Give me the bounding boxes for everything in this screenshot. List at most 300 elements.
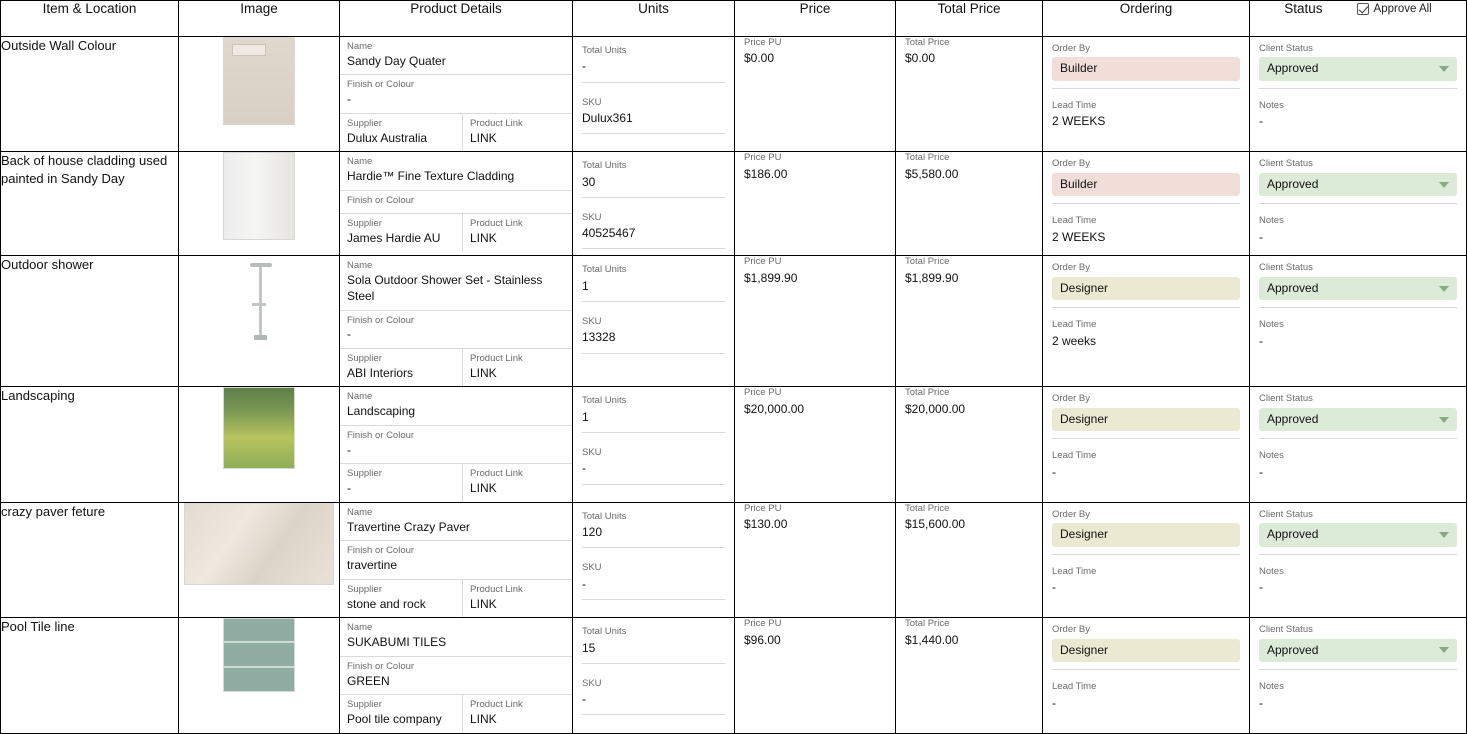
field-notes-label: Notes bbox=[1259, 450, 1284, 462]
item-location-text: crazy paver feture bbox=[1, 503, 106, 519]
table-row bbox=[1, 502, 1467, 617]
field-lead-time-value: - bbox=[1052, 695, 1056, 710]
field-total-units-value: 120 bbox=[582, 525, 603, 540]
field-product-link-label: Product Link bbox=[470, 583, 523, 595]
table-row bbox=[1, 37, 1467, 152]
field-supplier-label: Supplier bbox=[347, 699, 382, 711]
field-name-label: Name bbox=[347, 506, 373, 518]
field-total-units-value: 30 bbox=[582, 174, 596, 189]
client-status-select[interactable] bbox=[1259, 408, 1457, 432]
field-total-units-value: 1 bbox=[582, 278, 589, 293]
cell-image[interactable] bbox=[179, 37, 340, 152]
field-order-by-label: Order By bbox=[1052, 393, 1091, 405]
field-sku-label: SKU bbox=[582, 677, 602, 689]
field-finish-label: Finish or Colour bbox=[347, 429, 415, 441]
cell-product-details bbox=[340, 618, 573, 733]
field-total-price-label: Total Price bbox=[905, 502, 950, 514]
field-total-units-value: 1 bbox=[582, 409, 589, 424]
product-thumbnail[interactable] bbox=[223, 112, 295, 129]
cell-ordering bbox=[1043, 152, 1250, 256]
field-finish-label: Finish or Colour bbox=[347, 194, 415, 206]
field-notes[interactable] bbox=[1259, 319, 1457, 349]
field-notes-label: Notes bbox=[1259, 99, 1284, 111]
field-name[interactable] bbox=[340, 152, 572, 190]
field-sku[interactable] bbox=[582, 97, 725, 135]
field-name-value: Sandy Day Quater bbox=[347, 53, 446, 68]
field-sku-value: - bbox=[582, 461, 586, 476]
field-supplier-value: - bbox=[347, 481, 351, 496]
cell-units bbox=[573, 256, 735, 387]
field-sku-label: SKU bbox=[582, 447, 602, 458]
field-notes-label: Notes bbox=[1259, 215, 1284, 227]
field-client-status[interactable] bbox=[1259, 158, 1457, 204]
field-client-status-label: Client Status bbox=[1259, 43, 1313, 54]
client-status-select[interactable] bbox=[1259, 639, 1457, 663]
column-header-status bbox=[1250, 1, 1467, 37]
field-name-value: SUKABUMI TILES bbox=[347, 635, 447, 650]
cell-units bbox=[573, 387, 735, 502]
item-location-text: Back of house cladding used painted in Sandy Day bbox=[1, 153, 168, 186]
field-sku-value: - bbox=[582, 692, 586, 707]
item-location-text: Outdoor shower bbox=[1, 257, 94, 273]
field-sku[interactable] bbox=[582, 562, 725, 600]
table-row bbox=[1, 256, 1467, 387]
field-finish[interactable] bbox=[340, 541, 572, 579]
cell-status bbox=[1250, 256, 1467, 387]
client-status-select[interactable] bbox=[1259, 57, 1457, 81]
field-product-link-value[interactable]: LINK bbox=[470, 712, 497, 727]
field-notes[interactable] bbox=[1259, 100, 1457, 130]
field-supplier-value: James Hardie AU bbox=[347, 230, 441, 245]
field-supplier-link-row bbox=[340, 695, 572, 732]
cell-item-location[interactable] bbox=[1, 387, 179, 502]
cell-status bbox=[1250, 152, 1467, 256]
field-notes-label: Notes bbox=[1259, 319, 1284, 331]
field-order-by[interactable] bbox=[1052, 43, 1240, 89]
field-product-link[interactable] bbox=[462, 214, 572, 251]
chevron-down-icon[interactable] bbox=[1439, 532, 1449, 538]
cell-total-price[interactable] bbox=[896, 618, 1043, 733]
approve-all-label: Approve All bbox=[1373, 2, 1432, 15]
cell-ordering bbox=[1043, 618, 1250, 733]
column-header-total-price[interactable]: Total Price bbox=[896, 1, 1043, 37]
cell-image[interactable] bbox=[179, 618, 340, 733]
client-status-value: Approved bbox=[1267, 411, 1319, 426]
cell-product-details bbox=[340, 152, 573, 256]
field-sku[interactable] bbox=[582, 212, 725, 250]
cell-ordering bbox=[1043, 387, 1250, 502]
cell-price[interactable] bbox=[735, 387, 896, 502]
field-supplier-value: Pool tile company bbox=[347, 712, 442, 727]
cell-price[interactable] bbox=[735, 618, 896, 733]
chevron-down-icon[interactable] bbox=[1439, 417, 1449, 423]
field-name[interactable] bbox=[340, 618, 572, 656]
field-supplier-link-row bbox=[340, 114, 572, 151]
cell-price[interactable] bbox=[735, 152, 896, 256]
field-sku-label: SKU bbox=[582, 562, 602, 574]
table-row bbox=[1, 152, 1467, 256]
table-row bbox=[1, 618, 1467, 733]
field-price-pu-value: $186.00 bbox=[744, 166, 788, 181]
field-product-link[interactable] bbox=[462, 349, 572, 386]
client-status-select[interactable] bbox=[1259, 173, 1457, 197]
field-name-label: Name bbox=[347, 622, 373, 634]
field-notes[interactable] bbox=[1259, 450, 1457, 480]
field-lead-time-label: Lead Time bbox=[1052, 215, 1097, 227]
field-supplier-label: Supplier bbox=[347, 117, 382, 129]
field-total-units-label: Total Units bbox=[582, 626, 627, 638]
cell-ordering bbox=[1043, 256, 1250, 387]
field-total-price-value: $15,600.00 bbox=[905, 517, 966, 532]
column-header-item-location[interactable]: Item & Location bbox=[1, 1, 179, 37]
field-name[interactable] bbox=[340, 503, 572, 541]
field-lead-time[interactable] bbox=[1052, 319, 1240, 349]
cell-product-details bbox=[340, 502, 573, 617]
chevron-down-icon[interactable] bbox=[1439, 66, 1449, 72]
field-price-pu-value: $96.00 bbox=[744, 632, 781, 647]
field-lead-time[interactable] bbox=[1052, 100, 1240, 130]
field-sku[interactable] bbox=[582, 678, 725, 716]
product-thumbnail[interactable] bbox=[223, 456, 295, 473]
cell-item-location[interactable] bbox=[1, 152, 179, 256]
field-supplier-link-row bbox=[340, 464, 572, 501]
table-header-row bbox=[1, 1, 1467, 37]
cell-units bbox=[573, 502, 735, 617]
field-supplier-link-row bbox=[340, 214, 572, 251]
field-supplier-label: Supplier bbox=[347, 217, 382, 229]
field-supplier-value: stone and rock bbox=[347, 596, 426, 611]
field-client-status[interactable] bbox=[1259, 262, 1457, 308]
cell-units bbox=[573, 152, 735, 256]
order-by-pill[interactable]: Builder bbox=[1052, 57, 1240, 81]
field-lead-time-label: Lead Time bbox=[1052, 565, 1097, 577]
cell-price[interactable] bbox=[735, 37, 896, 152]
field-notes-value: - bbox=[1259, 229, 1263, 244]
field-finish-label: Finish or Colour bbox=[347, 314, 415, 326]
field-supplier[interactable] bbox=[340, 695, 462, 732]
field-client-status-label: Client Status bbox=[1259, 624, 1313, 636]
field-finish-value: travertine bbox=[347, 558, 398, 573]
field-client-status[interactable] bbox=[1259, 393, 1457, 439]
field-supplier[interactable] bbox=[340, 114, 462, 151]
field-lead-time-value: 2 WEEKS bbox=[1052, 114, 1106, 129]
field-product-link-label: Product Link bbox=[470, 353, 523, 364]
field-price-pu-label: Price PU bbox=[744, 618, 782, 630]
column-header-status-label: Status bbox=[1284, 1, 1323, 16]
field-sku-value: 13328 bbox=[582, 330, 616, 345]
field-supplier[interactable] bbox=[340, 214, 462, 251]
field-sku[interactable] bbox=[582, 447, 725, 485]
field-price-pu-label: Price PU bbox=[744, 37, 782, 48]
cell-price[interactable] bbox=[735, 256, 896, 387]
field-order-by-label: Order By bbox=[1052, 43, 1091, 54]
field-price-pu-label: Price PU bbox=[744, 502, 782, 514]
column-header-units[interactable]: Units bbox=[573, 1, 735, 37]
field-total-units-value: 15 bbox=[582, 640, 596, 655]
cell-price[interactable] bbox=[735, 502, 896, 617]
cell-item-location[interactable] bbox=[1, 502, 179, 617]
item-location-text: Pool Tile line bbox=[1, 619, 75, 635]
field-lead-time-label: Lead Time bbox=[1052, 681, 1097, 693]
field-product-link[interactable] bbox=[462, 695, 572, 732]
field-name-value: Hardie™ Fine Texture Cladding bbox=[347, 169, 515, 184]
field-finish[interactable] bbox=[340, 75, 572, 113]
field-sku-value: - bbox=[582, 576, 586, 591]
field-product-link-value[interactable]: LINK bbox=[470, 130, 497, 145]
field-sku-label: SKU bbox=[582, 96, 602, 108]
field-notes[interactable] bbox=[1259, 566, 1457, 596]
field-lead-time-value: - bbox=[1052, 464, 1056, 479]
chevron-down-icon[interactable] bbox=[1439, 182, 1449, 188]
field-product-link-label: Product Link bbox=[470, 117, 523, 129]
field-name-label: Name bbox=[347, 391, 373, 403]
field-client-status-label: Client Status bbox=[1259, 508, 1313, 520]
field-product-link-value[interactable]: LINK bbox=[470, 596, 497, 611]
field-finish-label: Finish or Colour bbox=[347, 545, 415, 557]
field-finish[interactable] bbox=[340, 311, 572, 349]
chevron-down-icon[interactable] bbox=[1439, 647, 1449, 653]
field-price-pu-value: $1,899.90 bbox=[744, 270, 798, 285]
field-supplier-label: Supplier bbox=[347, 583, 382, 595]
field-name[interactable] bbox=[340, 256, 572, 310]
product-thumbnail[interactable] bbox=[184, 572, 334, 589]
field-total-units[interactable] bbox=[582, 45, 725, 83]
field-finish-value: GREEN bbox=[347, 673, 390, 688]
field-product-link-value[interactable]: LINK bbox=[470, 230, 497, 245]
field-lead-time[interactable] bbox=[1052, 566, 1240, 596]
item-location-text: Outside Wall Colour bbox=[1, 38, 117, 53]
field-sku-value: 40525467 bbox=[582, 226, 636, 241]
field-client-status[interactable] bbox=[1259, 43, 1457, 89]
chevron-down-icon[interactable] bbox=[1439, 286, 1449, 292]
field-notes-label: Notes bbox=[1259, 565, 1284, 577]
field-total-units-label: Total Units bbox=[582, 510, 627, 522]
table-row bbox=[1, 387, 1467, 502]
product-thumbnail[interactable] bbox=[223, 679, 295, 696]
field-total-units-label: Total Units bbox=[582, 45, 627, 56]
client-status-value: Approved bbox=[1267, 642, 1319, 657]
field-total-units-label: Total Units bbox=[582, 160, 627, 172]
field-notes-value: - bbox=[1259, 114, 1263, 129]
client-status-value: Approved bbox=[1267, 280, 1319, 295]
field-client-status[interactable] bbox=[1259, 624, 1457, 670]
field-total-price-label: Total Price bbox=[905, 387, 950, 399]
cell-status bbox=[1250, 37, 1467, 152]
field-lead-time-value: 2 WEEKS bbox=[1052, 229, 1106, 244]
field-lead-time[interactable] bbox=[1052, 681, 1240, 711]
field-total-units[interactable] bbox=[582, 511, 725, 549]
field-lead-time[interactable] bbox=[1052, 215, 1240, 245]
field-finish-label: Finish or Colour bbox=[347, 660, 415, 672]
field-supplier-label: Supplier bbox=[347, 353, 382, 364]
field-notes-value: - bbox=[1259, 695, 1263, 710]
field-price-pu-value: $20,000.00 bbox=[744, 401, 805, 416]
field-supplier-label: Supplier bbox=[347, 468, 382, 480]
approve-all-control[interactable] bbox=[1357, 3, 1432, 15]
item-location-text: Landscaping bbox=[1, 388, 75, 404]
field-sku-value: Dulux361 bbox=[582, 110, 633, 125]
field-notes-value: - bbox=[1259, 464, 1263, 479]
field-price-pu-value: $0.00 bbox=[744, 51, 775, 66]
column-header-product-details[interactable]: Product Details bbox=[340, 1, 573, 37]
field-supplier[interactable] bbox=[340, 349, 462, 386]
product-thumbnail[interactable] bbox=[223, 331, 295, 348]
field-supplier[interactable] bbox=[340, 580, 462, 617]
product-thumbnail[interactable] bbox=[223, 227, 295, 244]
field-total-price-value: $1,899.90 bbox=[905, 270, 959, 285]
column-header-ordering[interactable]: Ordering bbox=[1043, 1, 1250, 37]
cell-ordering bbox=[1043, 37, 1250, 152]
field-finish-value: - bbox=[347, 327, 351, 342]
client-status-value: Approved bbox=[1267, 176, 1319, 191]
cell-status bbox=[1250, 618, 1467, 733]
field-total-price-value: $1,440.00 bbox=[905, 632, 959, 647]
order-by-pill[interactable]: Designer bbox=[1052, 523, 1240, 547]
field-notes[interactable] bbox=[1259, 681, 1457, 711]
field-order-by[interactable] bbox=[1052, 393, 1240, 439]
field-product-link-label: Product Link bbox=[470, 468, 523, 480]
field-order-by-label: Order By bbox=[1052, 262, 1091, 274]
field-finish[interactable] bbox=[340, 657, 572, 695]
field-product-link[interactable] bbox=[462, 464, 572, 501]
field-name-value: Travertine Crazy Paver bbox=[347, 519, 470, 534]
field-total-units[interactable] bbox=[582, 160, 725, 198]
cell-image[interactable] bbox=[179, 152, 340, 256]
field-supplier-link-row bbox=[340, 580, 572, 617]
field-order-by-label: Order By bbox=[1052, 624, 1091, 636]
field-price-pu-label: Price PU bbox=[744, 256, 782, 268]
column-header-price[interactable]: Price bbox=[735, 1, 896, 37]
field-lead-time-label: Lead Time bbox=[1052, 99, 1097, 111]
order-by-pill[interactable]: Builder bbox=[1052, 173, 1240, 197]
field-name-value: Sola Outdoor Shower Set - Stainless Steel bbox=[347, 273, 543, 303]
field-order-by[interactable] bbox=[1052, 624, 1240, 670]
field-total-price-value: $20,000.00 bbox=[905, 401, 966, 416]
field-total-units-label: Total Units bbox=[582, 264, 627, 276]
field-total-price-value: $0.00 bbox=[905, 51, 936, 66]
field-price-pu-label: Price PU bbox=[744, 387, 782, 399]
client-status-select[interactable] bbox=[1259, 523, 1457, 547]
cell-total-price[interactable] bbox=[896, 37, 1043, 152]
field-order-by-label: Order By bbox=[1052, 508, 1091, 520]
field-total-price-label: Total Price bbox=[905, 256, 950, 268]
field-notes-value: - bbox=[1259, 333, 1263, 348]
cell-image[interactable] bbox=[179, 256, 340, 387]
order-by-pill[interactable]: Designer bbox=[1052, 277, 1240, 301]
field-client-status[interactable] bbox=[1259, 509, 1457, 555]
field-sku-label: SKU bbox=[582, 211, 602, 223]
column-header-image[interactable]: Image bbox=[179, 1, 340, 37]
field-name[interactable] bbox=[340, 37, 572, 75]
field-name[interactable] bbox=[340, 387, 572, 425]
client-status-value: Approved bbox=[1267, 61, 1319, 76]
field-product-link-label: Product Link bbox=[470, 699, 523, 711]
field-finish-value: - bbox=[347, 442, 351, 457]
field-lead-time-label: Lead Time bbox=[1052, 450, 1097, 462]
field-total-price-value: $5,580.00 bbox=[905, 166, 959, 181]
order-by-pill[interactable]: Designer bbox=[1052, 639, 1240, 663]
field-client-status-label: Client Status bbox=[1259, 158, 1313, 170]
field-finish-value: - bbox=[347, 92, 351, 107]
field-total-price-label: Total Price bbox=[905, 152, 950, 164]
field-price-pu-value: $130.00 bbox=[744, 517, 788, 532]
table-body bbox=[1, 37, 1467, 734]
field-total-units[interactable] bbox=[582, 264, 725, 302]
field-notes-value: - bbox=[1259, 580, 1263, 595]
field-supplier[interactable] bbox=[340, 464, 462, 501]
field-name-value: Landscaping bbox=[347, 404, 416, 419]
cell-total-price[interactable] bbox=[896, 502, 1043, 617]
field-finish-label: Finish or Colour bbox=[347, 79, 415, 91]
field-total-units-value: - bbox=[582, 59, 586, 74]
field-sku[interactable] bbox=[582, 316, 725, 354]
field-name-label: Name bbox=[347, 156, 373, 168]
cell-image[interactable] bbox=[179, 387, 340, 502]
cell-units bbox=[573, 37, 735, 152]
field-product-link-label: Product Link bbox=[470, 217, 523, 229]
cell-total-price[interactable] bbox=[896, 387, 1043, 502]
field-order-by[interactable] bbox=[1052, 158, 1240, 204]
field-finish[interactable] bbox=[340, 426, 572, 464]
field-lead-time-value: 2 weeks bbox=[1052, 333, 1097, 348]
field-name-label: Name bbox=[347, 260, 373, 272]
field-total-price-label: Total Price bbox=[905, 618, 950, 630]
field-order-by-label: Order By bbox=[1052, 158, 1091, 170]
order-by-pill[interactable]: Designer bbox=[1052, 408, 1240, 432]
field-client-status-label: Client Status bbox=[1259, 262, 1313, 274]
field-product-link-value[interactable]: LINK bbox=[470, 365, 497, 380]
field-total-price-label: Total Price bbox=[905, 37, 950, 48]
field-total-units-label: Total Units bbox=[582, 395, 627, 407]
cell-item-location[interactable] bbox=[1, 37, 179, 152]
cell-image[interactable] bbox=[179, 502, 340, 617]
field-supplier-link-row bbox=[340, 349, 572, 386]
field-price-pu-label: Price PU bbox=[744, 152, 782, 164]
cell-product-details bbox=[340, 37, 573, 152]
field-notes-label: Notes bbox=[1259, 681, 1284, 693]
client-status-value: Approved bbox=[1267, 527, 1319, 542]
cell-status bbox=[1250, 387, 1467, 502]
field-supplier-value: Dulux Australia bbox=[347, 130, 428, 145]
cell-total-price[interactable] bbox=[896, 256, 1043, 387]
field-lead-time-value: - bbox=[1052, 580, 1056, 595]
cell-ordering bbox=[1043, 502, 1250, 617]
field-order-by[interactable] bbox=[1052, 262, 1240, 308]
field-total-units[interactable] bbox=[582, 395, 725, 433]
approve-all-checkbox-icon[interactable] bbox=[1357, 3, 1369, 15]
field-supplier-value: ABI Interiors bbox=[347, 365, 414, 380]
cell-units bbox=[573, 618, 735, 733]
cell-total-price[interactable] bbox=[896, 152, 1043, 256]
cell-product-details bbox=[340, 387, 573, 502]
field-total-units[interactable] bbox=[582, 626, 725, 664]
field-order-by[interactable] bbox=[1052, 509, 1240, 555]
field-product-link-value[interactable]: LINK bbox=[470, 481, 497, 496]
field-product-link[interactable] bbox=[462, 580, 572, 617]
cell-item-location[interactable] bbox=[1, 256, 179, 387]
field-finish[interactable] bbox=[340, 191, 572, 214]
field-product-link[interactable] bbox=[462, 114, 572, 151]
cell-status bbox=[1250, 502, 1467, 617]
cell-item-location[interactable] bbox=[1, 618, 179, 733]
field-lead-time[interactable] bbox=[1052, 450, 1240, 480]
field-name-label: Name bbox=[347, 41, 373, 52]
field-sku-label: SKU bbox=[582, 316, 602, 327]
client-status-select[interactable] bbox=[1259, 277, 1457, 301]
field-lead-time-label: Lead Time bbox=[1052, 319, 1097, 331]
cell-product-details bbox=[340, 256, 573, 387]
field-notes[interactable] bbox=[1259, 215, 1457, 245]
